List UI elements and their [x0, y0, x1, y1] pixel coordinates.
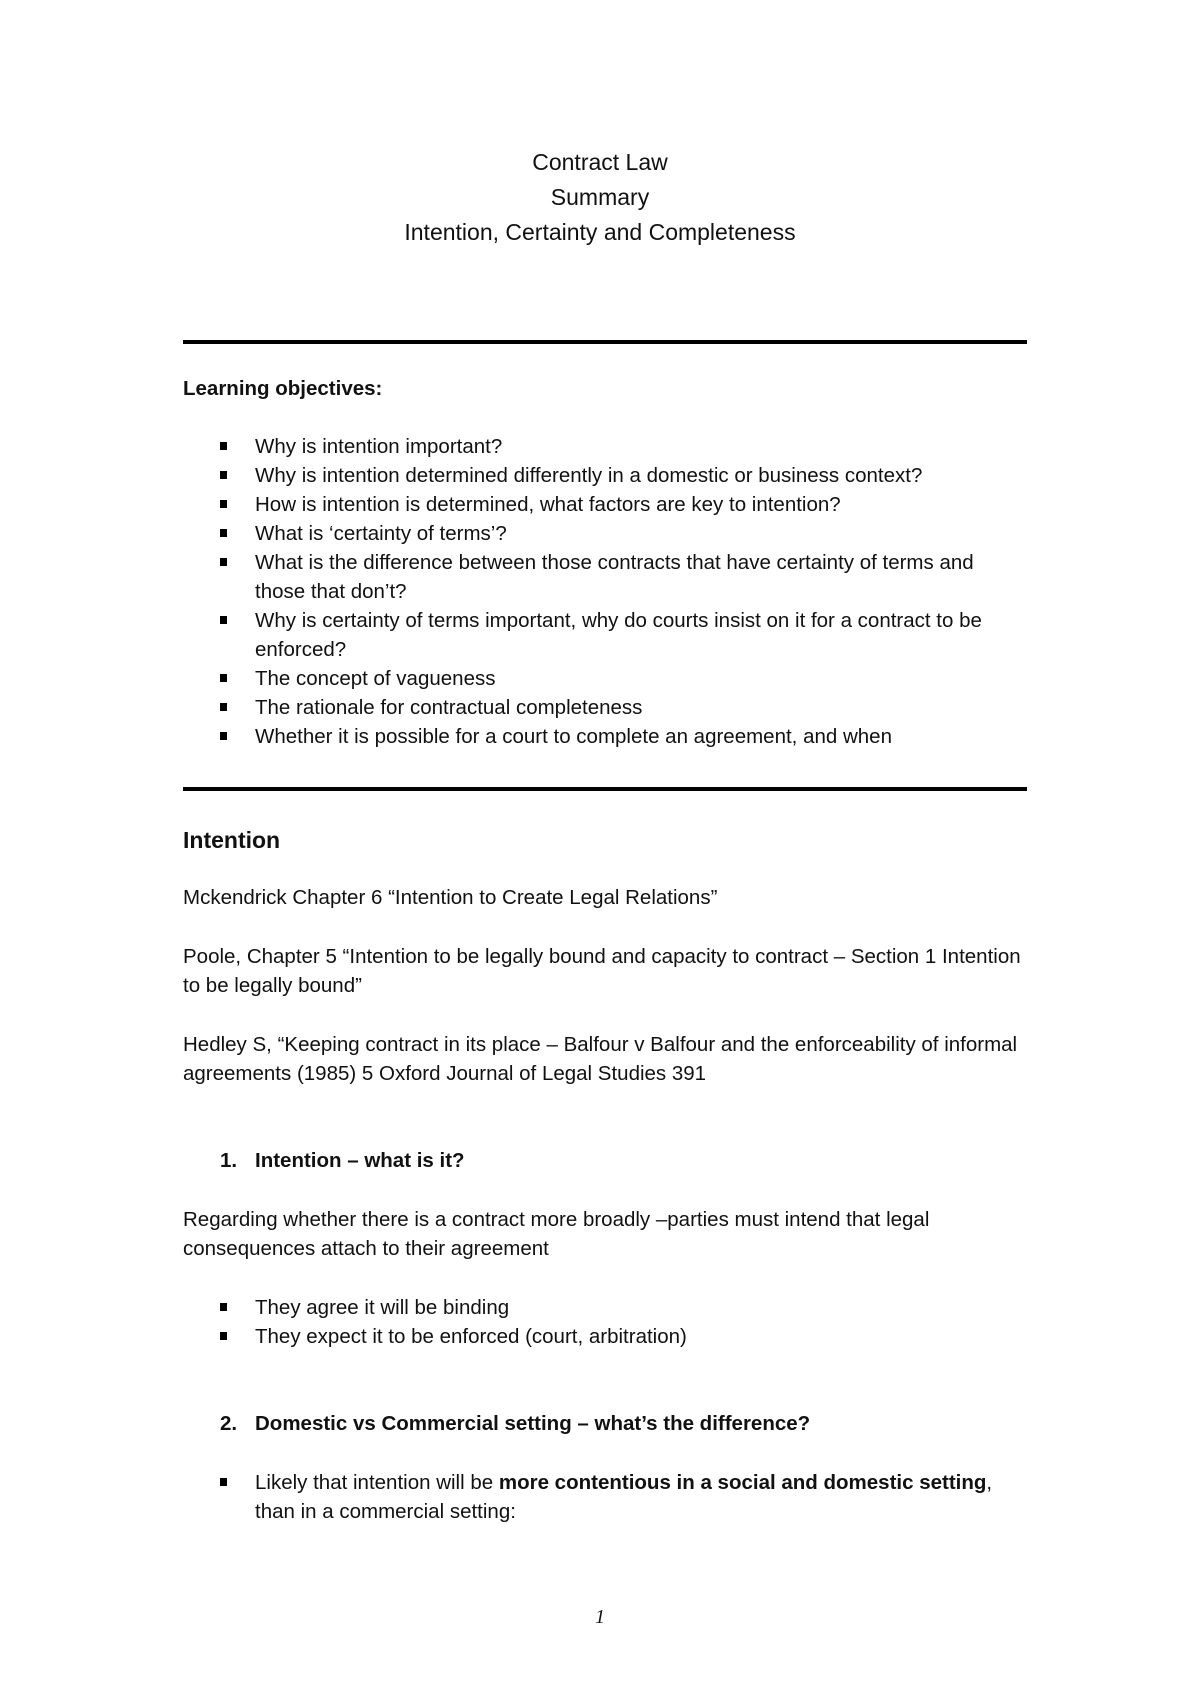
- item-title: Intention – what is it?: [255, 1149, 465, 1172]
- section-heading: Intention: [183, 827, 281, 853]
- list-item: Why is certainty of terms important, why do courts insist on it for a contract to be enforced?: [183, 606, 1023, 664]
- item-number: 2.: [220, 1412, 238, 1435]
- learning-objectives: [183, 374, 1023, 751]
- square-bullet-icon: [220, 500, 227, 508]
- square-bullet-icon: [220, 471, 227, 479]
- square-bullet-icon: [220, 674, 227, 682]
- square-bullet-icon: [220, 1478, 227, 1486]
- list-item: The concept of vagueness: [183, 664, 1023, 693]
- reference-poole: Poole, Chapter 5 “Intention to be legally bound and capacity to contract – Section 1 Intention to be legally bound”: [183, 945, 1021, 997]
- paragraph: Regarding whether there is a contract more broadly –parties must intend that legal consequences attach to their agreement: [183, 1208, 930, 1260]
- square-bullet-icon: [220, 1303, 227, 1311]
- square-bullet-icon: [220, 703, 227, 711]
- list-item: Whether it is possible for a court to complete an agreement, and when: [183, 722, 1023, 751]
- list-item: The rationale for contractual completeness: [183, 693, 1023, 722]
- item-title: Domestic vs Commercial setting – what’s the difference?: [255, 1412, 811, 1435]
- objectives-list: [183, 432, 1023, 751]
- list-item: Why is intention important?: [183, 432, 1023, 461]
- reference-hedley: Hedley S, “Keeping contract in its place – Balfour v Balfour and the enforceability of informal agreements (1985) 5 Oxford Journal of Legal Studies 391: [183, 1033, 1018, 1085]
- square-bullet-icon: [220, 616, 227, 624]
- square-bullet-icon: [220, 732, 227, 740]
- list-item: What is ‘certainty of terms’?: [183, 519, 1023, 548]
- section1-list: [183, 1293, 1023, 1351]
- section2-list: [183, 1468, 1023, 1526]
- list-item: Why is intention determined differently in a domestic or business context?: [183, 461, 1023, 490]
- list-item: They expect it to be enforced (court, arbitration): [183, 1322, 1023, 1351]
- list-item: What is the difference between those contracts that have certainty of terms and those that don’t?: [183, 548, 1023, 606]
- numbered-heading-2: [183, 1409, 1023, 1438]
- divider-bottom: [183, 787, 1027, 791]
- item-number: 1.: [220, 1149, 238, 1172]
- objectives-heading: Learning objectives:: [183, 377, 383, 400]
- list-item: Likely that intention will be more contentious in a social and domestic setting, than in a commercial setting:: [183, 1468, 1023, 1526]
- reference-mckendrick: Mckendrick Chapter 6 “Intention to Create Legal Relations”: [183, 886, 718, 909]
- square-bullet-icon: [220, 558, 227, 566]
- page-number: 1: [595, 1606, 605, 1628]
- list-item: They agree it will be binding: [183, 1293, 1023, 1322]
- square-bullet-icon: [220, 442, 227, 450]
- numbered-heading-1: [183, 1146, 1023, 1175]
- intention-section: [183, 826, 1023, 1526]
- document-title: Contract Law: [532, 149, 668, 175]
- document-topic: Intention, Certainty and Completeness: [404, 219, 796, 245]
- emphasis-text: more contentious in a social and domestic setting: [498, 1471, 987, 1494]
- divider-top: [183, 340, 1027, 344]
- list-item: How is intention is determined, what factors are key to intention?: [183, 490, 1023, 519]
- title-block: [0, 145, 1200, 250]
- square-bullet-icon: [220, 529, 227, 537]
- document-subtitle: Summary: [550, 184, 650, 210]
- square-bullet-icon: [220, 1332, 227, 1340]
